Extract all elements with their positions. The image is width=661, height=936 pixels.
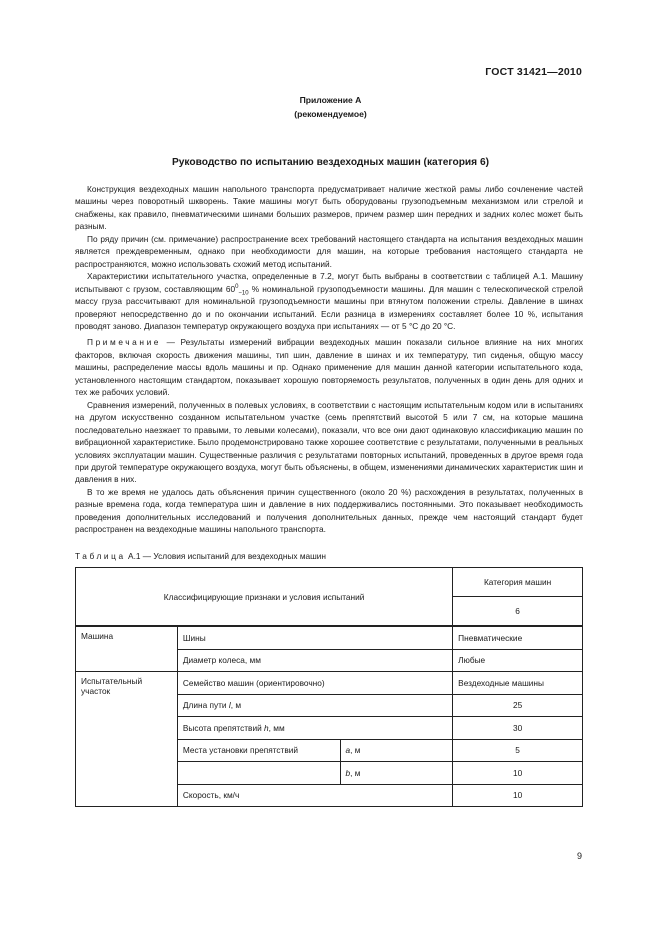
a-label [340, 739, 453, 762]
a-unit: , м [350, 745, 361, 756]
body-text [75, 183, 583, 536]
header-category-value: 6 [453, 597, 583, 627]
paragraph-2: По ряду причин (см. примечание) распространение всех требований настоящего стандарта на испытания вездеходных машин является преждевременным, однако при необходимости для машин, на которые требования настоящего стандарта не распространяются, можно использовать схожий метод испытаний. [75, 233, 583, 269]
group-machine: Машина [76, 626, 178, 672]
length-value: 25 [453, 694, 583, 717]
places-label-empty [177, 762, 340, 785]
b-unit: , м [350, 767, 361, 778]
height-label-text: Высота препятствий [182, 722, 265, 733]
header-category: Категория машин [453, 568, 583, 597]
speed-label: Скорость, км/ч [177, 784, 452, 807]
length-variable: l [228, 700, 231, 711]
a-value: 5 [453, 739, 583, 762]
note-label: Примечание [87, 337, 162, 348]
family-value: Вездеходные машины [453, 672, 583, 695]
table-caption [75, 551, 326, 561]
wheel-value: Любые [453, 649, 583, 672]
paragraph-5: Сравнения измерений, полученных в полевых условиях, в соответствии с настоящим испытательным кодом или в испытаниях на другом искусственно созданном испытательном участке (семь препятствий высотой 5 или 7 см, на которые машина последовательно наезжает то правыми, то левыми колесами), показали, что все они дают одинаковую классификацию машин по вибрационной характеристике. Было продемонстрировано также хорошее соответствие с результатами, полученными в реальных условиях эксплуатации машин. Существенные различия с результатами повторных испытаний, проведенных в другое время года при другой температуре окружающего воздуха, могут быть объяснены, в общем, изменениями динамических характеристик шин и давления в них. [75, 399, 583, 485]
paragraph-3-text-a: Характеристики испытательного участка, определенные в 7.2, могут быть выбраны в соответствии с таблицей А.1. Машину испытывают с грузом, составляющим 60 [75, 271, 583, 294]
paragraph-6: В то же время не удалось дать объяснения причин существенного (около 20 %) расхождения в результатах, полученных в разные времена года, когда температура шин и давление в них поддерживались постоянными. Это показывает необходимость проведения дополнительных исследований и получения дополнительных данных, прежде чем настоящий стандарт будет распространен на вездеходные машины напольного транспорта. [75, 486, 583, 535]
appendix-title: Приложение А [299, 95, 362, 105]
paragraph-3-text-b: % номинальной грузоподъемности машины. Для машин с телескопической стрелой массу груза рассчитывают для номинальной грузоподъемности машины при втянутом положении стрелы. Давление в шинах проверяют непосредственно до и по окончании испытаний. Если разница в измерениях составляет более 10 %, испытания проводят заново. Диапазон температур окружающего воздуха при испытаниях — от 5 °С до 20 °С. [75, 283, 584, 331]
conditions-table [75, 567, 583, 807]
note-paragraph [75, 336, 583, 398]
a-variable: a [345, 745, 351, 756]
tyres-value: Пневматические [453, 626, 583, 649]
height-label [177, 717, 452, 740]
paragraph-3 [75, 270, 583, 332]
table-row [76, 672, 583, 695]
table-caption-text: А.1 — Условия испытаний для вездеходных машин [125, 551, 327, 561]
table-header-row [76, 568, 583, 597]
paragraph-1: Конструкция вездеходных машин напольного транспорта предусматривает наличие жесткой рамы либо сочленение частей машины через поворотный шкворень. Такие машины могут быть оборудованы грузоподъемным механизмом или стрелой и снабжены, как правило, пневматическими шинами больших размеров, причем размер шин передних и задних колес может быть разным. [75, 184, 583, 232]
b-variable: b [345, 767, 351, 778]
places-label: Места установки препятствий [177, 739, 340, 762]
length-label [177, 694, 452, 717]
height-unit: , мм [268, 722, 285, 733]
table-caption-label: Таблица [75, 551, 126, 561]
standard-header: ГОСТ 31421—2010 [485, 66, 582, 78]
table-row [76, 626, 583, 649]
tolerance-upper: 0 [235, 283, 239, 290]
page-number: 9 [576, 851, 582, 861]
length-label-text: Длина пути [182, 700, 229, 711]
height-value: 30 [453, 717, 583, 740]
speed-value: 10 [453, 784, 583, 807]
wheel-label: Диаметр колеса, мм [177, 649, 452, 672]
header-features: Классифицирующие признаки и условия испытаний [76, 568, 453, 627]
group-site: Испытательный участок [76, 672, 178, 807]
section-title: Руководство по испытанию вездеходных машин (категория 6) [171, 157, 490, 168]
note-text: — Результаты измерений вибрации вездеходных машин показали сильное влияние на них многих факторов, включая скорость движения машины, тип шин, давление в шинах и их температуру, тип сиденья, общую массу машины, распределение массы вдоль машины и пр. Однако применение для машин данной категории испытательного кода, установленного настоящим стандартом, показывает хорошую повторяемость результатов, полученных в один день для одних и тех же рабочих условий. [75, 337, 583, 398]
appendix-status: (рекомендуемое) [294, 109, 367, 119]
b-label [340, 762, 453, 785]
length-unit: , м [230, 700, 242, 711]
family-label: Семейство машин (ориентировочно) [177, 672, 452, 695]
tolerance-lower: −10 [238, 290, 249, 297]
b-value: 10 [453, 762, 583, 785]
height-variable: h [264, 722, 269, 733]
tyres-label: Шины [177, 626, 452, 649]
